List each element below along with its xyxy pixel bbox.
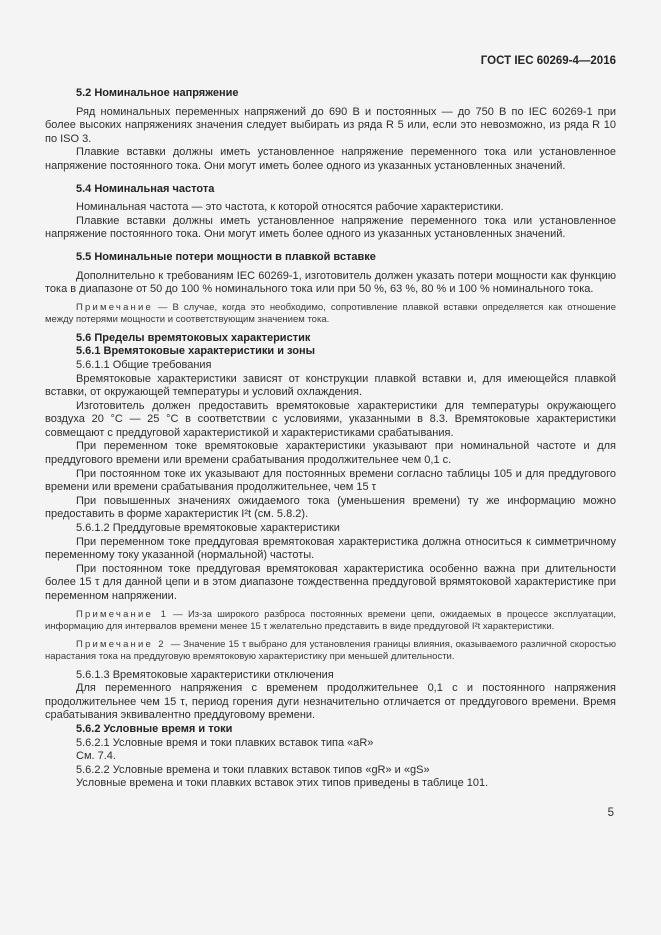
section-heading-5-6-1: 5.6.1 Времятоковые характеристики и зоны (76, 345, 316, 358)
section-heading-5-5: 5.5 Номинальные потери мощности в плавкой вставке (76, 250, 376, 263)
section-heading-5-2: 5.2 Номинальное напряжение (76, 87, 239, 99)
subsection-heading-5-6-1-2: 5.6.1.2 Преддуговые времятоковые характеристики (76, 522, 340, 535)
paragraph: Плавкие вставки должны иметь установленное напряжение переменного тока или установленное напряжение постоянного тока. Они могут иметь более одного из указанных установленных значений. (45, 214, 616, 241)
paragraph: Плавкие вставки должны иметь установленное напряжение переменного тока или установленное напряжение постоянного тока. Они могут иметь более одного из указанных установленных значений. (45, 146, 616, 172)
note (45, 302, 616, 327)
paragraph: Изготовитель должен предоставить времятоковые характеристики для температуры окружающего воздуха 20 °C — 25 °C в соответствии с условиями, указанными в 8.3. Времятоковые характеристики совмещают с преддуговой характеристикой и характеристиками срабатывания. (45, 399, 616, 439)
note-2 (45, 639, 616, 664)
note-1 (45, 609, 616, 634)
paragraph: Дополнительно к требованиям IEC 60269-1, изготовитель должен указать потери мощности как функцию тока в диапазоне от 50 до 100 % номинального тока или при 50 %, 63 %, 80 % и 100 % номинального тока. (45, 269, 616, 296)
document-header-designation: ГОСТ IEC 60269-4—2016 (480, 55, 616, 67)
note-label: Примечание 2 (76, 638, 166, 650)
note-label: Примечание (76, 301, 153, 313)
paragraph: Времятоковые характеристики зависят от конструкции плавкой вставки и, для имеющейся плавкой вставки, от окружающей температуры и условий охлаждения. (45, 372, 616, 399)
paragraph: При повышенных значениях ожидаемого тока (уменьшения времени) ту же информацию можно предоставить в форме характеристик I²t (см. 5.8.2). (45, 494, 616, 521)
document-content (45, 87, 616, 791)
note-text: — В случае, когда это необходимо, сопротивление плавкой вставки определяется как отношение между потерями мощности и соответствующим значением тока. (45, 301, 616, 326)
paragraph: При переменном токе преддуговая времятоковая характеристика должна относиться к симметричному переменному току указанной (нормальной) частоты. (45, 535, 616, 562)
note-text: — Из-за широкого разброса постоянных времени цепи, ожидаемых в процессе эксплуатации, информацию для интервалов времени менее 15 τ желательно представить в виде преддуговой I²t характеристики. (45, 608, 617, 633)
subsection-heading-5-6-2-2: 5.6.2.2 Условные времена и токи плавких вставок типов «gR» и «gS» (76, 763, 430, 776)
paragraph: Номинальная частота — это частота, к которой относятся рабочие характеристики. (76, 201, 504, 214)
paragraph: Для переменного напряжения с временем продолжительнее 0,1 с и постоянного напряжения продолжительнее чем 15 τ, период горения дуги незначительно отличается от преддугового времени. Время срабатывания эквивалентно преддуговому времени. (45, 682, 616, 722)
page-number: 5 (607, 806, 614, 819)
section-heading-5-6: 5.6 Пределы времятоковых характеристик (76, 331, 311, 344)
paragraph: См. 7.4. (76, 750, 116, 763)
paragraph: Условные времена и токи плавких вставок этих типов приведены в таблице 101. (76, 777, 489, 790)
paragraph: При постоянном токе преддуговая времятоковая характеристика особенно важна при длительности более 15 τ для данной цепи и в этом диапазоне тождественна преддуговой врямятоковой характеристике при переменном напряжении. (45, 562, 616, 602)
paragraph: Ряд номинальных переменных напряжений до 690 В и постоянных — до 750 В по IEC 60269-1 при более высоких напряжениях значения следует выбирать из ряда R 5 или, если это невозможно, из ряда R 10 по ISO 3. (45, 105, 616, 145)
subsection-heading-5-6-1-3: 5.6.1.3 Времятоковые характеристики отключения (76, 668, 334, 681)
note-text: — Значение 15 τ выбрано для установления границы влияния, оказываемого различной скоростью нарастания тока на преддуговую времятоковую характеристику при меньшей длительности. (45, 638, 617, 663)
subsection-heading-5-6-2-1: 5.6.2.1 Условные время и токи плавких вставок типа «aR» (76, 736, 374, 749)
subsection-heading-5-6-1-1: 5.6.1.1 Общие требования (76, 358, 212, 371)
section-heading-5-6-2: 5.6.2 Условные время и токи (76, 722, 233, 735)
paragraph: При постоянном токе их указывают для постоянных времени согласно таблицы 105 и для преддугового времени или времени срабатывания продолжительнее, чем 15 τ (45, 467, 616, 494)
paragraph: При переменном токе времятоковые характеристики указывают при номинальной частоте и для преддугового времени или времени срабатывания продолжительнее чем 0,1 с. (45, 440, 616, 467)
section-heading-5-4: 5.4 Номинальная частота (76, 182, 215, 195)
note-label: Примечание 1 (76, 608, 169, 620)
